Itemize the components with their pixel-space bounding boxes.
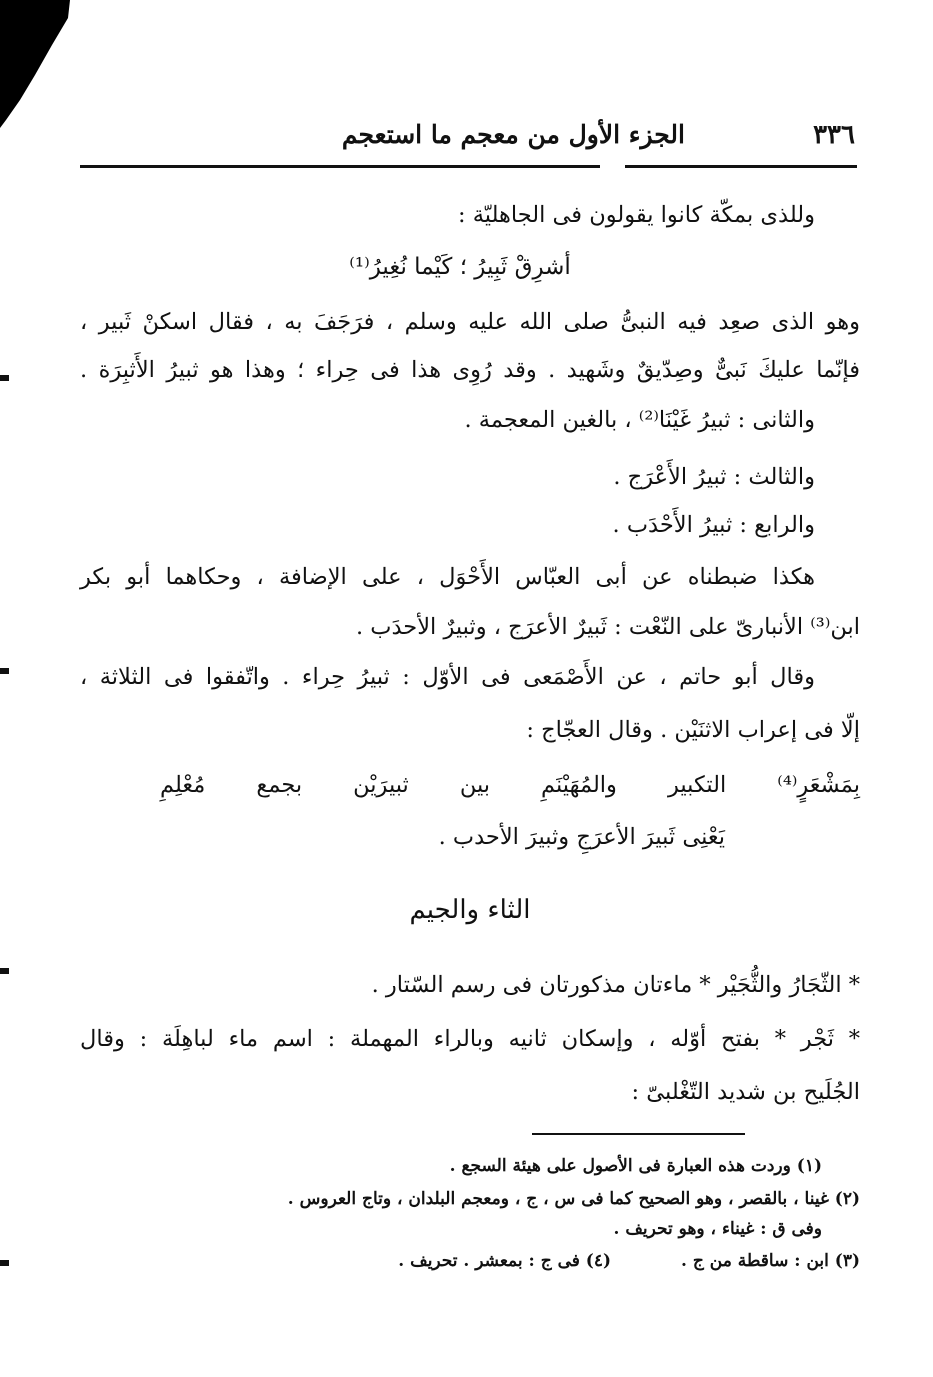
verse-line: يَعْنِى ثَبيرَ الأعرَجِ وثبيرَ الأحدب . [438, 824, 725, 850]
text-line: والثانى : ثبيرُ غَيْنَا⁽²⁾ ، بالغين المعجمة . [464, 407, 815, 433]
text-line: وقال أبو حاتم ، عن الأَصْمَعى فى الأوّل : ثبيرُ حِراء . واتّفقوا فى الثلاثة ، [80, 664, 815, 690]
footnote: (٣) ابن : ساقطة من ج . [681, 1251, 860, 1271]
text-line: وللذى بمكّة كانوا يقولون فى الجاهليّة : [458, 202, 815, 228]
section-heading: الثاء والجيم [409, 895, 531, 925]
text-line: إلّا فى إعراب الاثنَيْن . وقال العجّاج : [526, 717, 860, 743]
footnote-continuation: وفى ق : غيناء ، وهو تحريف . [613, 1219, 822, 1239]
text-line: ابن⁽³⁾ الأنبارىّ على النّعْت : ثَبيرٌ الأعرَج ، وثبيرٌ الأحدَب . [356, 614, 860, 640]
verse-line: أشرِقْ ثَبِيرُ ؛ كَيْما نُغِيرُ⁽¹⁾ [349, 254, 571, 280]
verse-line: بِمَشْعَرٍ⁽⁴⁾ التكبير والمُهَيْنَمِ بين ثبيرَيْن بجمع مُعْلِمِ [160, 772, 860, 798]
footnote-rule [532, 1133, 745, 1135]
footnote: (٢) غينا ، بالقصر ، وهو الصحيح كما فى س ، ج ، ومعجم البلدان ، وتاج العروس . [287, 1189, 860, 1209]
page-header [80, 120, 855, 164]
text-line: هكذا ضبطناه عن أبى العبّاس الأَحْوَل ، على الإضافة ، وحكاهما أبو بكر [80, 564, 815, 590]
header-rule [80, 165, 600, 168]
scan-shadow-corner [0, 0, 70, 130]
footnote-row [80, 1248, 860, 1274]
entry-line: * الثّجَارُ والثُّجَيْر * ماءتان مذكورتان فى رسم السّتار . [371, 972, 860, 998]
text-line: وهو الذى صعِد فيه النبىُّ صلى الله عليه وسلم ، فرَجَفَ به ، فقال اسكنْ ثَبير ، [80, 309, 860, 335]
text-line: الجُلَيح بن شديد التّغْلبىّ : [631, 1079, 860, 1105]
scan-edge-mark [0, 1260, 9, 1266]
text-line: والرابع : ثبيرُ الأَحْدَب . [612, 512, 815, 538]
entry-line: * ثَجْر * بفتح أوّله ، وإسكان ثانيه وبالراء المهملة : اسم ماء لباهِلَة : وقال [80, 1026, 860, 1052]
footnote: (٤) فى ج : بمعشر . تحريف . [398, 1251, 612, 1271]
header-rule [625, 165, 857, 168]
footnote: (١) وردت هذه العبارة فى الأصول على هيئة السجع . [449, 1156, 822, 1176]
text-line: فإنّما عليكَ نَبىٌّ وصِدّيقٌ وشَهيد . وقد رُوِى هذا فى حِراء ؛ وهذا هو ثبيرُ الأَثبِرَة . [80, 357, 860, 383]
scan-edge-mark [0, 375, 9, 381]
scan-edge-mark [0, 668, 9, 674]
page-number: ٣٣٦ [813, 120, 855, 150]
text-line: والثالث : ثبيرُ الأَعْرَج . [613, 464, 815, 490]
scan-edge-mark [0, 968, 9, 974]
running-title: الجزء الأول من معجم ما استعجم [341, 120, 685, 149]
